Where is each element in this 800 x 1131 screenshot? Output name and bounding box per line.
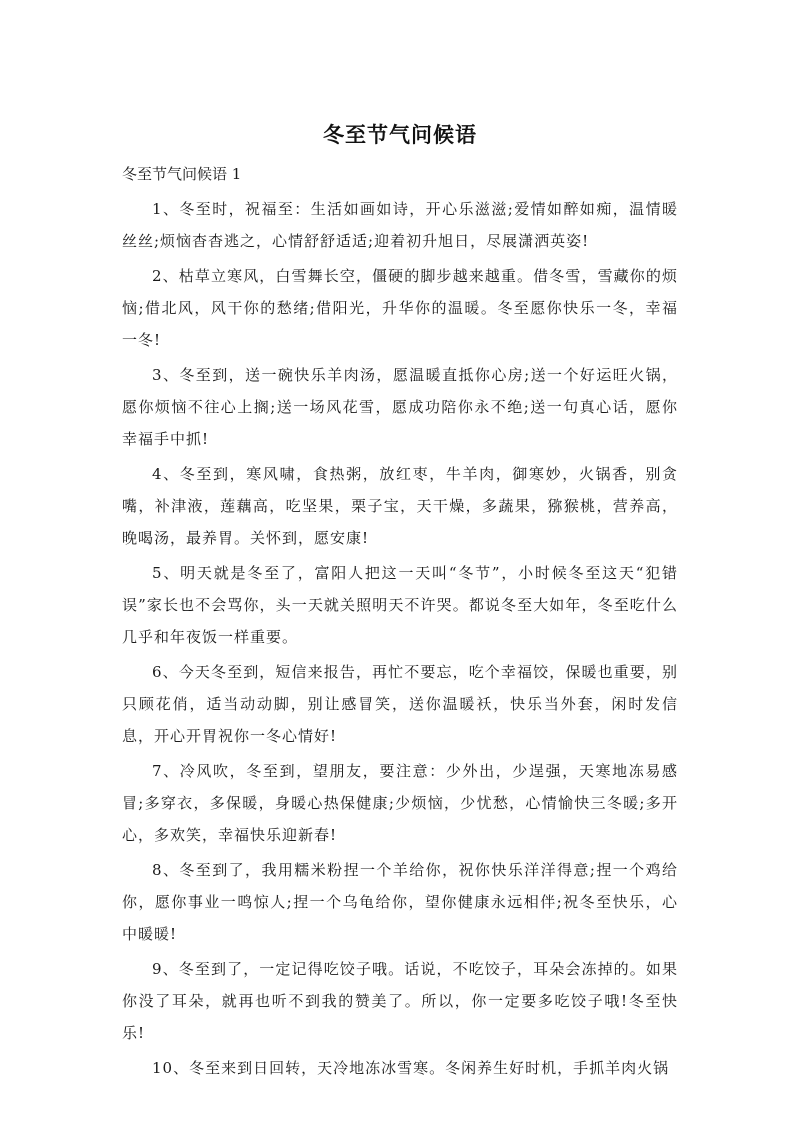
paragraph: 10、冬至来到日回转，天冷地冻冰雪寒。冬闲养生好时机，手抓羊肉火锅 xyxy=(152,1059,670,1077)
paragraph: 4、冬至到，寒风啸，食热粥，放红枣，牛羊肉，御寒妙，火锅香，别贪嘴，补津液，莲藕高，吃坚果，栗子宝，天干燥，多蔬果，猕猴桃，营养高，晚喝汤，最养胃。关怀到，愿安康! xyxy=(122,465,678,547)
section-heading: 冬至节气问候语 1 xyxy=(122,165,242,183)
paragraph: 3、冬至到，送一碗快乐羊肉汤，愿温暖直抵你心房;送一个好运旺火锅，愿你烦恼不往心上搁;送一场风花雪，愿成功陪你永不绝;送一句真心话，愿你幸福手中抓! xyxy=(122,366,678,448)
paragraph: 8、冬至到了，我用糯米粉捏一个羊给你，祝你快乐洋洋得意;捏一个鸡给你，愿你事业一鸣惊人;捏一个乌龟给你，望你健康永远相伴;祝冬至快乐，心中暖暖! xyxy=(122,861,678,943)
paragraph: 7、冷风吹，冬至到，望朋友，要注意：少外出，少逞强，天寒地冻易感冒;多穿衣，多保暖，身暖心热保健康;少烦恼，少忧愁，心情愉快三冬暖;多开心，多欢笑，幸福快乐迎新春! xyxy=(122,762,678,844)
paragraph: 6、今天冬至到，短信来报告，再忙不要忘，吃个幸福饺，保暖也重要，别只顾花俏，适当动动脚，别让感冒笑，送你温暖袄，快乐当外套，闲时发信息，开心开胃祝你一冬心情好! xyxy=(122,663,678,745)
document-body xyxy=(122,193,678,1087)
document-title: 冬至节气问候语 xyxy=(323,123,477,147)
paragraph: 2、枯草立寒风，白雪舞长空，僵硬的脚步越来越重。借冬雪，雪藏你的烦恼;借北风，风干你的愁绪;借阳光，升华你的温暖。冬至愿你快乐一冬，幸福一冬! xyxy=(122,267,678,349)
paragraph: 5、明天就是冬至了，富阳人把这一天叫“冬节”，小时候冬至这天“犯错误”家长也不会骂你，头一天就关照明天不许哭。都说冬至大如年，冬至吃什么几乎和年夜饭一样重要。 xyxy=(122,564,678,646)
paragraph: 9、冬至到了，一定记得吃饺子哦。话说，不吃饺子，耳朵会冻掉的。如果你没了耳朵，就再也听不到我的赞美了。所以，你一定要多吃饺子哦!冬至快乐! xyxy=(122,960,678,1042)
paragraph: 1、冬至时，祝福至：生活如画如诗，开心乐滋滋;爱情如醉如痴，温情暖丝丝;烦恼杳杳逃之，心情舒舒适适;迎着初升旭日，尽展潇洒英姿! xyxy=(122,200,678,250)
